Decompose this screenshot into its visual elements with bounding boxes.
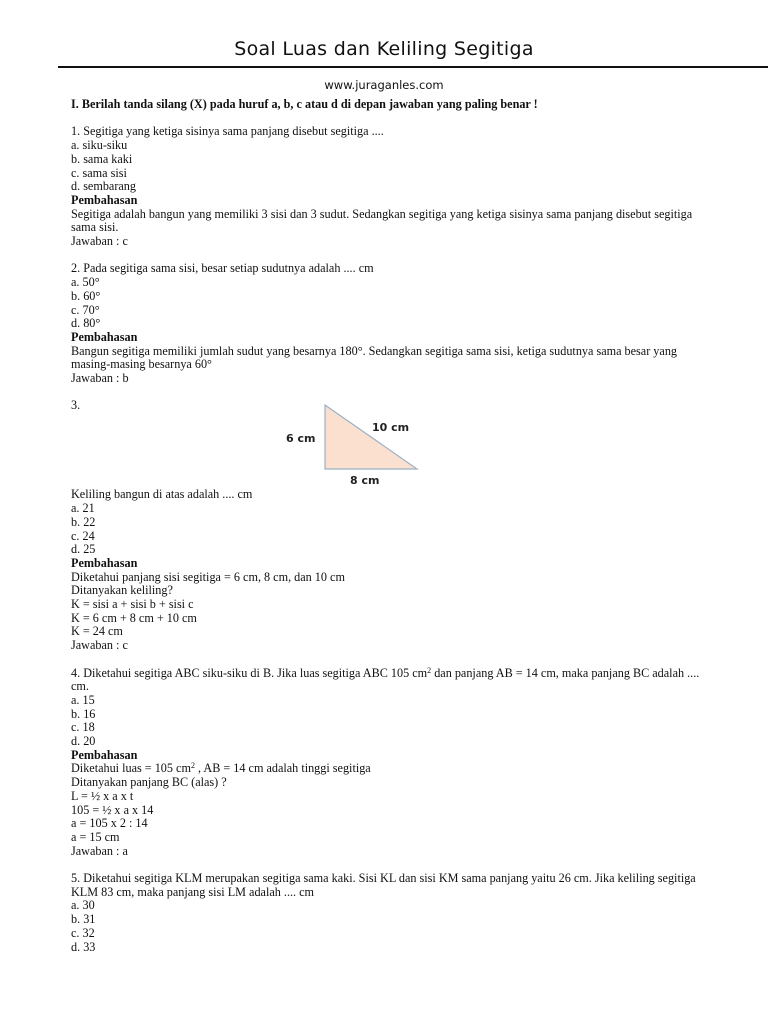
question-number: 3.	[71, 398, 81, 413]
option-c: c. 70°	[71, 302, 100, 317]
option-b: b. sama kaki	[71, 151, 133, 166]
question-text: 2. Pada segitiga sama sisi, besar setiap sudutnya adalah .... cm	[71, 261, 374, 276]
given-part: Diketahui luas = 105 cm	[71, 761, 191, 776]
option-c: c. 24	[71, 528, 95, 543]
question-1	[71, 125, 711, 248]
option-b: b. 16	[71, 706, 96, 721]
question-5	[71, 872, 711, 954]
question-text: 5. Diketahui segitiga KLM merupakan segitiga sama kaki. Sisi KL dan sisi KM sama panjang yaitu 26 cm. Jika keliling segitiga KLM 83 cm, maka panjang sisi LM adalah .... cm	[71, 871, 696, 899]
document-body	[71, 98, 711, 954]
option-a: a. 21	[71, 501, 95, 516]
answer: Jawaban : c	[71, 234, 128, 249]
option-b: b. 22	[71, 514, 96, 529]
given-part: , AB = 14 cm adalah tinggi segitiga	[194, 761, 371, 776]
option-d: d. 20	[71, 734, 96, 749]
bottom-side-label: 8 cm	[350, 474, 380, 486]
superscript: 2	[190, 761, 195, 771]
option-a: a. 15	[71, 692, 95, 707]
option-d: d. 80°	[71, 316, 101, 331]
superscript: 2	[427, 665, 432, 675]
option-d: d. 25	[71, 542, 96, 557]
left-side-label: 6 cm	[286, 432, 316, 446]
answer: Jawaban : a	[71, 843, 128, 858]
option-a: a. siku-siku	[71, 138, 128, 153]
pembahasan-heading: Pembahasan	[71, 555, 138, 570]
solution-step: K = 6 cm + 8 cm + 10 cm	[71, 610, 197, 625]
website-url: www.juraganles.com	[324, 78, 444, 92]
instruction: I. Berilah tanda silang (X) pada huruf a, b, c atau d di depan jawaban yang paling benar !	[71, 97, 538, 111]
option-b: b. 31	[71, 912, 96, 927]
solution-step: a = 105 x 2 : 14	[71, 816, 148, 831]
spacer	[71, 858, 711, 872]
solution-step: K = sisi a + sisi b + sisi c	[71, 597, 194, 612]
question-text: Keliling bangun di atas adalah .... cm	[71, 487, 253, 502]
answer: Jawaban : b	[71, 371, 129, 386]
option-c: c. sama sisi	[71, 165, 127, 180]
option-b: b. 60°	[71, 288, 101, 303]
pembahasan-heading: Pembahasan	[71, 329, 138, 344]
explanation: Bangun segitiga memiliki jumlah sudut yang besarnya 180°. Sedangkan segitiga sama sisi, ketiga sudutnya sama besar yang masing-masing besarnya 60°	[71, 343, 678, 372]
answer: Jawaban : c	[71, 638, 128, 653]
figure-row	[71, 399, 711, 488]
solution-step: L = ½ x a x t	[71, 788, 134, 803]
question-2	[71, 262, 711, 385]
question-text-part: 4. Diketahui segitiga ABC siku-siku di B. Jika luas segitiga ABC 105 cm	[71, 665, 428, 680]
spacer	[71, 653, 711, 667]
solution-step: Ditanyakan keliling?	[71, 583, 173, 598]
solution-step: a = 15 cm	[71, 829, 120, 844]
solution-step: Diketahui panjang sisi segitiga = 6 cm, 8 cm, dan 10 cm	[71, 569, 345, 584]
solution-step: Ditanyakan panjang BC (alas) ?	[71, 775, 227, 790]
option-d: d. sembarang	[71, 179, 136, 194]
spacer	[71, 249, 711, 263]
question-3	[71, 399, 711, 652]
question-text: 1. Segitiga yang ketiga sisinya sama panjang disebut segitiga ....	[71, 124, 384, 139]
right-triangle-figure	[281, 395, 426, 485]
question-text-part: dan panjang AB = 14 cm, maka panjang BC adalah .... cm.	[71, 665, 700, 694]
option-a: a. 50°	[71, 275, 100, 290]
option-c: c. 18	[71, 720, 95, 735]
header-divider	[58, 66, 768, 68]
option-a: a. 30	[71, 898, 95, 913]
solution-given	[71, 762, 711, 776]
pembahasan-heading: Pembahasan	[71, 192, 138, 207]
option-c: c. 32	[71, 925, 95, 940]
pembahasan-heading: Pembahasan	[71, 747, 138, 762]
spacer	[71, 112, 711, 126]
triangle-shape	[325, 405, 417, 469]
hypotenuse-label: 10 cm	[372, 421, 410, 435]
document-title: Soal Luas dan Keliling Segitiga	[234, 38, 534, 60]
solution-step: K = 24 cm	[71, 624, 123, 639]
question-4	[71, 667, 711, 859]
option-d: d. 33	[71, 939, 96, 954]
explanation: Segitiga adalah bangun yang memiliki 3 sisi dan 3 sudut. Sedangkan segitiga yang ketiga sisinya sama panjang disebut segitiga sama sisi.	[71, 206, 693, 235]
question-text	[71, 667, 711, 694]
solution-step: 105 = ½ x a x 14	[71, 802, 154, 817]
